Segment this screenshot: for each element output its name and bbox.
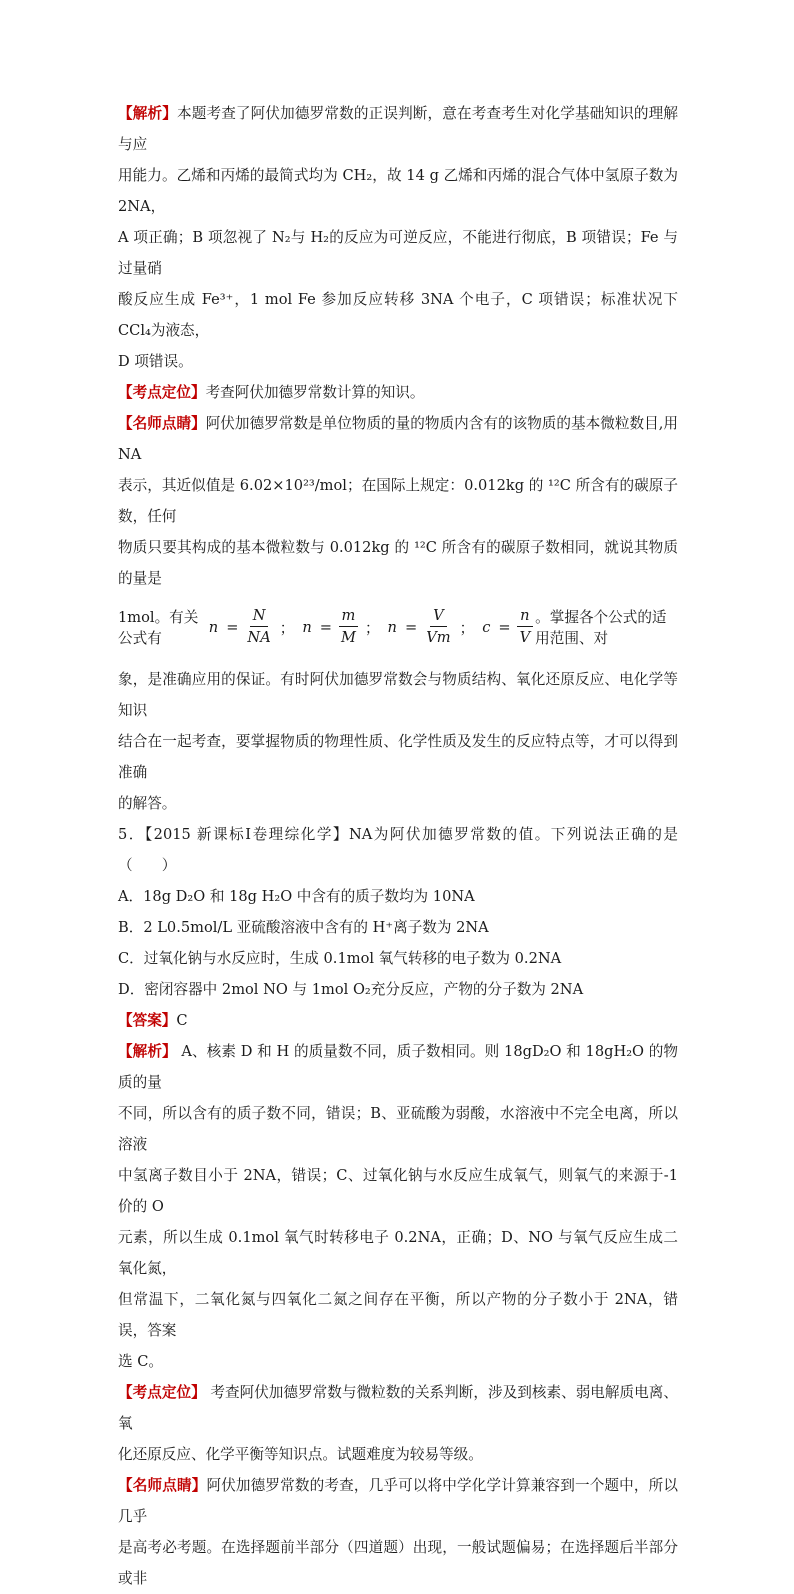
answer-tag: 【答案】 <box>118 1012 177 1029</box>
option-d: D．密闭容器中 2mol NO 与 1mol O₂充分反应，产物的分子数为 2NA <box>118 981 584 998</box>
formula-line: 1mol。有关公式有 n = $\frac{N}{NA}$ ； n = $\frac{m}{M}$ ； n = $\frac{V}{Vm}$ ； c = $\frac{n}{V}$ 。掌握各个公式的适用范围、对 <box>118 606 667 647</box>
document-page: 【解析】本题考查了阿伏加德罗常数的正误判断，意在考查考生对化学基础知识的理解与应 用能力。乙烯和丙烯的最简式均为 CH₂，故 14 g 乙烯和丙烯的混合气体中氢原子数为 2NA， A 项正确；B 项忽视了 N₂与 H₂的反应为可逆反应，不能进行彻底，B 项错误；Fe 与过量硝 酸反应生成 Fe³⁺，1 mol Fe 参加反应转移 3NA 个电子，C 项错误；标准状况下 CCl₄为液态， D 项错误。 【考点定位】考查阿伏加德罗常数计算的知识。 【名师点睛】阿伏加德罗常数是单位物质的量的物质内含有的该物质的基本微粒数目,用 NA 表示，其近似值是 6.02×10²³/mol；在国际上规定：0.012kg 的 ¹²C 所含有的碳原子数，任何 物质只要其构成的基本微粒数与 0.012kg 的 ¹²C 所含有的碳原子数相同，就说其物质的量是 1mol。有关公式有 n = $\frac{N}{NA}$ ； n = $\frac{m}{M}$ ； n = $\frac{V}{Vm}$ ； c = $\frac{n}{V}$ 。掌握各个公式的适用范围、对 象，是准确应用的保证。有时阿伏加德罗常数会与物质结构、氧化还原反应、电化学等知识 结合在一起考查，要掌握物质的物理性质、化学性质及发生的反应特点等，才可以得到准确 的解答。 5．【2015 新课标Ⅰ卷理综化学】NA为阿伏加德罗常数的值。下列说法正确的是（ ） A．18g D₂O 和 18g H₂O 中含有的质子数均为 10NA B．2 L0.5mol/L 亚硫酸溶液中含有的 H⁺离子数为 2NA C．过氧化钠与水反应时，生成 0.1mol 氧气转移的电子数为 0.2NA D．密闭容器中 2mol NO 与 1mol O₂充分反应，产物的分子数为 2NA 【答案】C 【解析】 A、核素 D 和 H 的质量数不同，质子数相同。则 18gD₂O 和 18gH₂O 的物质的量 不同，所以含有的质子数不同，错误；B、亚硫酸为弱酸，水溶液中不完全电离，所以溶液 中氢离子数目小于 2NA，错误；C、过氧化钠与水反应生成氧气，则氧气的来源于-1 价的 O 元素，所以生成 0.1mol 氧气时转移电子 0.2NA，正确；D、NO 与氧气反应生成二氧化氮， 但常温下，二氧化氮与四氧化二氮之间存在平衡，所以产物的分子数小于 2NA，错误，答案 选 C。 【考点定位】 考查阿伏加德罗常数与微粒数的关系判断，涉及到核素、弱电解质电离、氧 化还原反应、化学平衡等知识点。试题难度为较易等级。 【名师点睛】阿伏加德罗常数的考查，几乎可以将中学化学计算兼容到一个题中，所以几乎 是高考必考题。在选择题前半部分（四道题）出现，一般试题偏易；在选择题后半部分或非 <box>118 98 678 1594</box>
answer-value: C <box>176 1012 188 1029</box>
key-point-paragraph-1: 【考点定位】考查阿伏加德罗常数计算的知识。 <box>118 384 425 401</box>
formula-n-V-Vm: $\frac{V}{Vm}$ <box>426 606 451 646</box>
teacher-note-paragraph-1: 【名师点睛】阿伏加德罗常数是单位物质的量的物质内含有的该物质的基本微粒数目,用 NA <box>118 415 678 463</box>
formula-n-N-NA: $\frac{N}{NA}$ <box>247 606 271 646</box>
option-a: A．18g D₂O 和 18g H₂O 中含有的质子数均为 10NA <box>118 888 475 905</box>
analysis-paragraph-2: 【解析】 A、核素 D 和 H 的质量数不同，质子数相同。则 18gD₂O 和 18gH₂O 的物质的量 <box>118 1043 678 1091</box>
answer-line <box>118 1005 678 1036</box>
key-point-paragraph-2: 【考点定位】 考查阿伏加德罗常数与微粒数的关系判断，涉及到核素、弱电解质电离、氧 <box>118 1384 678 1432</box>
option-b: B．2 L0.5mol/L 亚硫酸溶液中含有的 H⁺离子数为 2NA <box>118 919 489 936</box>
teacher-note-paragraph-2: 【名师点睛】阿伏加德罗常数的考查，几乎可以将中学化学计算兼容到一个题中，所以几乎 <box>118 1477 678 1525</box>
analysis-paragraph-1: 【解析】本题考查了阿伏加德罗常数的正误判断，意在考查考生对化学基础知识的理解与应 <box>118 105 678 153</box>
option-c: C．过氧化钠与水反应时，生成 0.1mol 氧气转移的电子数为 0.2NA <box>118 950 562 967</box>
formula-n-m-M: $\frac{m}{M}$ <box>338 606 359 649</box>
formula-c-n-V: $\frac{n}{V}$ <box>517 606 534 649</box>
analysis-tag: 【解析】 <box>118 105 177 122</box>
teacher-note-tag: 【名师点睛】 <box>118 415 206 432</box>
question-5-stem: 5．【2015 新课标Ⅰ卷理综化学】NA为阿伏加德罗常数的值。下列说法正确的是（ ） <box>118 826 678 874</box>
key-point-tag: 【考点定位】 <box>118 384 206 401</box>
